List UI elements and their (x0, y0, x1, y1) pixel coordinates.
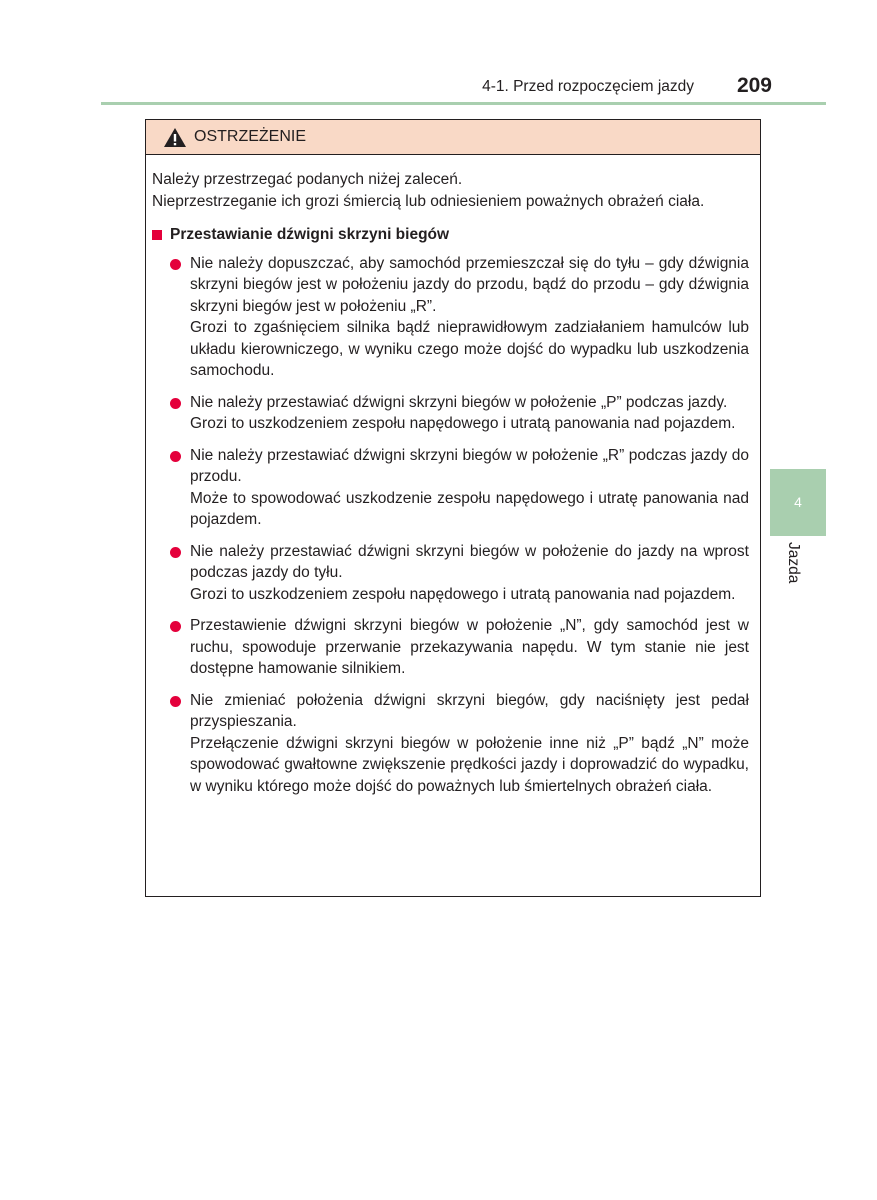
chapter-number: 4 (794, 494, 802, 510)
warning-item (152, 392, 749, 435)
bullet-dot-icon (170, 621, 181, 632)
warning-item-text: Nie należy przestawiać dźwigni skrzyni biegów w położenie „P” podczas jazdy. (190, 393, 728, 411)
warning-header (146, 120, 760, 155)
warning-item-note: Może to spowodować uszkodzenie zespołu napędowego i utratę panowania nad pojazdem. (190, 489, 749, 528)
warning-item-note: Przełączenie dźwigni skrzyni biegów w położenie inne niż „P” bądź „N” może spowodować gwałtowne zwiększenie prędkości jazdy i doprowadzić do wypadku, w wyniku którego może dojść do poważnych lub śmiertelnych obrażeń ciała. (190, 734, 749, 795)
warning-item (152, 541, 749, 606)
warning-item-note: Grozi to uszkodzeniem zespołu napędowego i utratą panowania nad pojazdem. (190, 585, 736, 603)
warning-item-text: Nie zmieniać położenia dźwigni skrzyni biegów, gdy naciśnięty jest pedał przyspieszania. (190, 691, 749, 730)
warning-subheading-text: Przestawianie dźwigni skrzyni biegów (170, 226, 450, 243)
bullet-dot-icon (170, 259, 181, 270)
warning-items-list (152, 253, 749, 798)
warning-item-text: Nie należy dopuszczać, aby samochód przemieszczał się do tyłu – gdy dźwignia skrzyni biegów jest w położeniu jazdy do przodu, bądź do przodu – gdy dźwignia skrzyni biegów jest w położeniu „R”. (190, 254, 749, 315)
warning-item (152, 445, 749, 531)
square-bullet-icon (152, 230, 162, 240)
bullet-dot-icon (170, 547, 181, 558)
bullet-dot-icon (170, 451, 181, 462)
warning-item-text: Nie należy przestawiać dźwigni skrzyni biegów w położenie do jazdy na wprost podczas jazdy do tyłu. (190, 542, 749, 581)
warning-item-note: Grozi to zgaśnięciem silnika bądź nieprawidłowym zadziałaniem hamulców lub układu kierowniczego, w wyniku czego może dojść do wypadku lub uszkodzenia samochodu. (190, 319, 749, 379)
warning-item (152, 253, 749, 382)
chapter-label: Jazda (785, 542, 802, 584)
warning-item (152, 615, 749, 680)
bullet-dot-icon (170, 398, 181, 409)
page-number: 209 (736, 74, 772, 97)
bullet-dot-icon (170, 696, 181, 707)
warning-item-text: Nie należy przestawiać dźwigni skrzyni biegów w położenie „R” podczas jazdy do przodu. (190, 446, 749, 485)
section-title: 4-1. Przed rozpoczęciem jazdy (482, 78, 694, 95)
warning-intro-line1: Należy przestrzegać podanych niżej zaleceń. (152, 171, 463, 188)
warning-triangle-icon (163, 127, 187, 148)
warning-item (152, 690, 749, 798)
warning-subheading (152, 224, 749, 246)
chapter-tab (770, 469, 826, 536)
warning-box (145, 119, 761, 897)
warning-item-text: Przestawienie dźwigni skrzyni biegów w położenie „N”, gdy samochód jest w ruchu, spowoduje przerwanie przekazywania napędu. W tym stanie nie jest dostępne hamowanie silnikiem. (190, 617, 749, 677)
warning-content (152, 169, 749, 807)
warning-item-note: Grozi to uszkodzeniem zespołu napędowego i utratą panowania nad pojazdem. (190, 415, 736, 432)
header-rule (101, 102, 826, 105)
warning-intro-line2: Nieprzestrzeganie ich grozi śmiercią lub odniesieniem poważnych obrażeń ciała. (152, 192, 705, 210)
warning-title: OSTRZEŻENIE (194, 128, 307, 145)
